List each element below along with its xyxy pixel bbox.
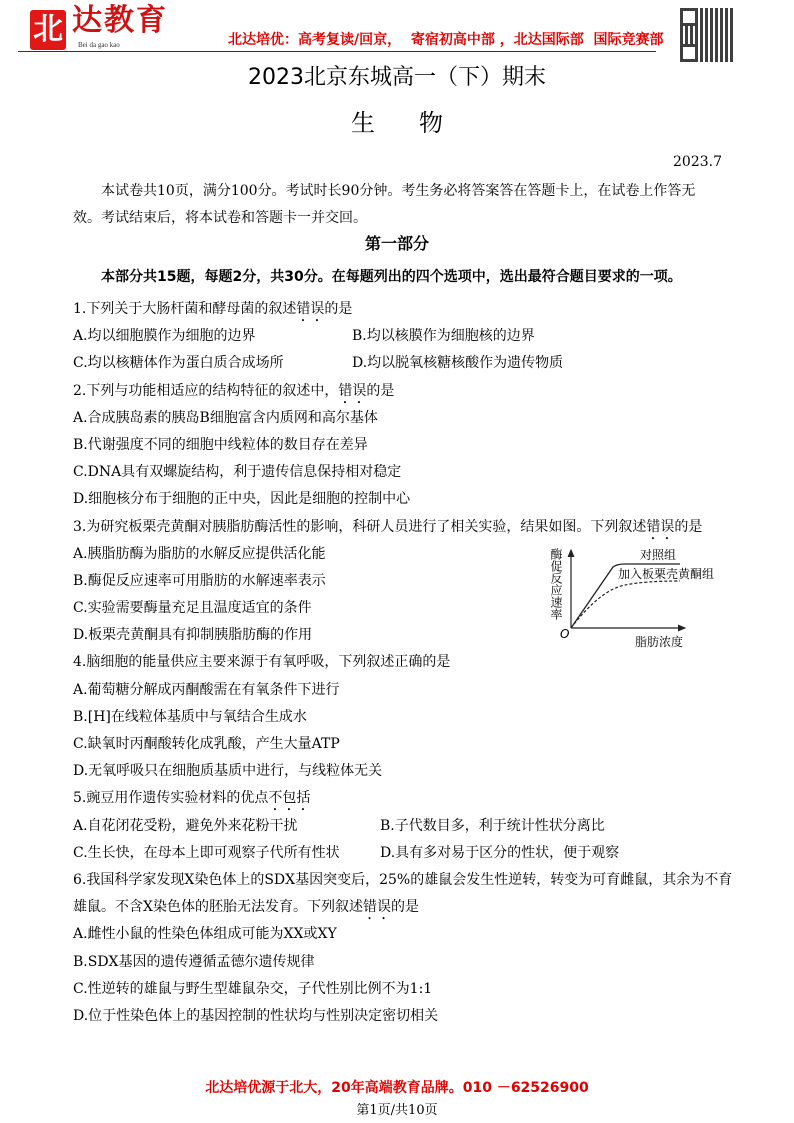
question-stem (73, 514, 733, 541)
emphasis-text: 错误 (646, 518, 675, 535)
legend-treatment: 加入板栗壳黄酮组 (618, 567, 715, 581)
question-stem: 4.脑细胞的能量供应主要来源于有氧呼吸，下列叙述正确的是 (73, 654, 451, 671)
emphasis-text: 错误 (296, 301, 325, 317)
logo-text: 达教育 (72, 3, 168, 38)
subject-title: 生物 (351, 109, 487, 137)
exam-date: 2023.7 (673, 154, 722, 170)
legend-control: 对照组 (640, 548, 677, 562)
part-instructions: 本部分共15题，每题2分，共30分。在每题列出的四个选项中，选出最符合题目要求的一项。 (101, 269, 682, 285)
stem-text: 2.下列与功能相适应的结构特征的叙述中， (73, 382, 339, 399)
page-number: 第1页/共10页 (356, 1103, 438, 1118)
footer-slogan: 北达培优源于北大，20年高端教育品牌。010 －62526900 (205, 1080, 589, 1096)
option: D.板栗壳黄酮具有抑制胰脂肪酶的作用 (73, 627, 313, 644)
option: D.无氧呼吸只在细胞质基质中进行，与线粒体无关 (73, 763, 383, 780)
stem-text: 的是 (366, 382, 395, 399)
part-title: 第一部分 (364, 234, 429, 253)
option: C.DNA具有双螺旋结构，利于遗传信息保持相对稳定 (73, 464, 402, 481)
question-stem (73, 785, 733, 812)
option: A.雌性小鼠的性染色体组成可能为XX或XY (73, 926, 337, 943)
question-stem (73, 867, 733, 921)
emphasis-text: 错误 (362, 899, 391, 916)
qr-code-icon (680, 8, 734, 62)
enzyme-rate-figure (545, 540, 735, 652)
emphasis-text: 不包括 (268, 790, 311, 807)
option: C.性逆转的雄鼠与野生型雄鼠杂交，子代性别比例不为1:1 (73, 980, 433, 997)
option: D.均以脱氧核糖核酸作为遗传物质 (352, 355, 564, 372)
option: D.具有多对易于区分的性状，便于观察 (380, 844, 620, 861)
emphasis-text: 错误 (338, 382, 367, 399)
stem-text: 的是 (324, 301, 353, 317)
option: A.自花闭花受粉，避免外来花粉干扰 (73, 817, 298, 834)
option: A.均以细胞膜作为细胞的边界 (73, 328, 256, 345)
question-stem (73, 296, 733, 323)
option: A.葡萄糖分解成丙酮酸需在有氧条件下进行 (73, 681, 340, 698)
header-divider (18, 51, 656, 52)
stem-text: 的是 (674, 518, 703, 535)
option: B.子代数目多，利于统计性状分离比 (380, 817, 605, 834)
stem-text: 1.下列关于大肠杆菌和酵母菌的叙述 (73, 301, 297, 317)
stem-text: 5.豌豆用作遗传实验材料的优点 (73, 790, 269, 807)
option: B.SDX基因的遗传遵循孟德尔遗传规律 (73, 953, 315, 970)
logo-subtitle: Bei da gao kao (78, 41, 120, 49)
option: C.实验需要酶量充足且温度适宜的条件 (73, 600, 312, 617)
header-slogan: 北达培优：高考复读/回京， 寄宿初高中部 ，北达国际部 国际竞赛部 (228, 32, 664, 48)
option: C.均以核糖体作为蛋白质合成场所 (73, 355, 284, 372)
option: B.[H]在线粒体基质中与氧结合生成水 (73, 708, 307, 725)
option: B.代谢强度不同的细胞中线粒体的数目存在差异 (73, 436, 368, 453)
exam-intro: 本试卷共10页，满分100分。考试时长90分钟。考生务必将答案答在答题卡上，在试卷上作答无效。考试结束后，将本试卷和答题卡一并交回。 (73, 183, 696, 226)
origin-label: O (560, 627, 570, 641)
stem-text: 3.为研究板栗壳黄酮对胰脂肪酶活性的影响，科研人员进行了相关实验，结果如图。下列叙述 (73, 518, 647, 535)
option: C.缺氧时丙酮酸转化成乳酸，产生大量ATP (73, 736, 340, 752)
option: D.细胞核分布于细胞的正中央，因此是细胞的控制中心 (73, 491, 411, 508)
option: B.均以核膜作为细胞核的边界 (352, 328, 535, 345)
stem-text: 的是 (390, 899, 419, 916)
y-axis-label: 酶促反应速率 (549, 548, 563, 620)
stem-text: 6.我国科学家发现X染色体上的SDX基因突变后，25%的雄鼠会发生性逆转，转变为可育雌鼠，其余为不育雄鼠。不含X染色体的胚胎无法发育。下列叙述 (73, 871, 733, 916)
option: C.生长快，在母本上即可观察子代所有性状 (73, 844, 340, 861)
option: B.酶促反应速率可用脂肪的水解速率表示 (73, 572, 326, 589)
option: A.胰脂肪酶为脂肪的水解反应提供活化能 (73, 545, 326, 562)
x-axis-label: 脂肪浓度 (635, 635, 684, 649)
page-title: 2023北京东城高一（下）期末 (248, 65, 546, 90)
question-stem (73, 378, 733, 405)
option: A.合成胰岛素的胰岛B细胞富含内质网和高尔基体 (73, 409, 378, 426)
logo-mark: 北 (30, 10, 66, 50)
questions (73, 296, 733, 1030)
option: D.位于性染色体上的基因控制的性状均与性别决定密切相关 (73, 1007, 439, 1024)
